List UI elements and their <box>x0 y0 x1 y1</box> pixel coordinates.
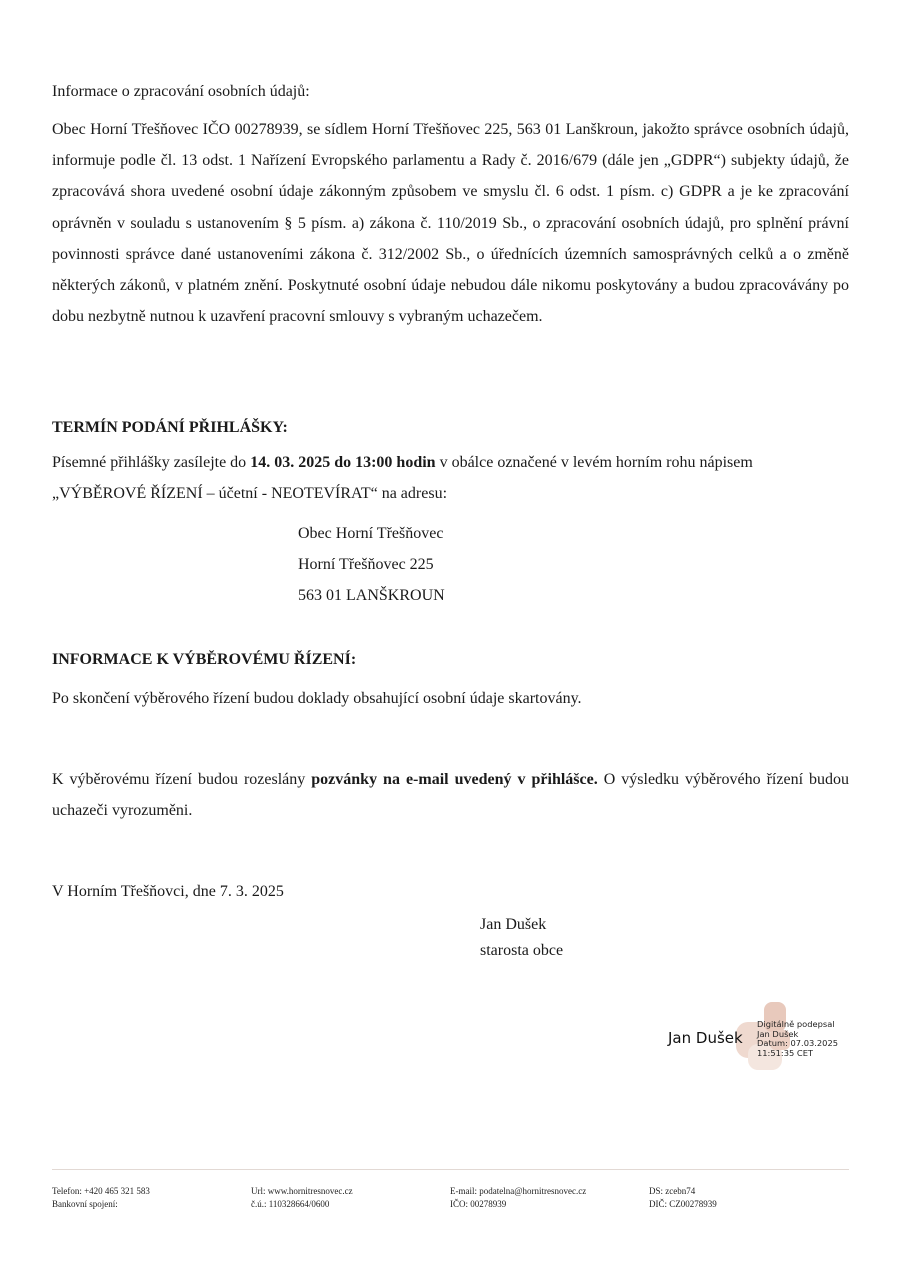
deadline-text-before: Písemné přihlášky zasílejte do <box>52 454 251 471</box>
footer-email: E-mail: podatelna@hornitresnovec.cz <box>450 1186 587 1196</box>
place-and-date: V Horním Třešňovci, dne 7. 3. 2025 <box>52 883 284 900</box>
footer-email-block <box>450 1185 586 1210</box>
selection-info-paragraph-2 <box>52 764 849 826</box>
digital-signature <box>668 996 848 1076</box>
footer-ds: DS: zcebn74 <box>649 1186 696 1196</box>
gdpr-paragraph: Obec Horní Třešňovec IČO 00278939, se sídlem Horní Třešňovec 225, 563 01 Lanškroun, jakožto správce osobních údajů, informuje podle čl. 13 odst. 1 Nařízení Evropského parlamentu a Rady č. 2016/679 (dále jen „GDPR“) subjekty údajů, že zpracovává shora uvedené osobní údaje zákonným způsobem ve smyslu čl. 6 odst. 1 písm. c) GDPR a je ke zpracování oprávněn v souladu s ustanovením § 5 písm. a) zákona č. 110/2019 Sb., o zpracování osobních údajů, pro splnění právní povinnosti správce dané ustanoveními zákona č. 312/2002 Sb., o úřednících územních samosprávných celků a o změně některých zákonů, v platném znění. Poskytnuté osobní údaje nebudou dále nikomu poskytovány a budou zpracovávány po dobu nezbytně nutnou k uzavření pracovní smlouvy s vybraným uchazečem. <box>52 121 849 326</box>
footer-ico: IČO: 00278939 <box>450 1198 507 1209</box>
invitation-text-after: O výsledku výběrového řízení budou uchazeči vyrozuměni. <box>52 771 850 820</box>
mailing-address <box>298 518 445 611</box>
deadline-date: 14. 03. 2025 do 13:00 hodin <box>250 454 436 471</box>
invitation-text-before: K výběrovému řízení budou rozeslány <box>52 771 312 788</box>
invitation-email-note: pozvánky na e-mail uvedený v přihlášce. <box>311 771 598 788</box>
footer-ids <box>649 1185 717 1210</box>
address-line-3: 563 01 LANŠKROUN <box>298 587 445 604</box>
footer-contact <box>52 1185 150 1210</box>
signature-line-1: Digitálně podepsal <box>757 1019 835 1029</box>
signature-line-2: Jan Dušek <box>757 1028 799 1039</box>
signature-name: Jan Dušek <box>668 1029 743 1047</box>
selection-info-heading: INFORMACE K VÝBĚROVÉMU ŘÍZENÍ: <box>52 651 357 668</box>
gdpr-heading: Informace o zpracování osobních údajů: <box>52 83 310 100</box>
deadline-text-after: v obálce označené v levém horním rohu nápisem „VÝBĚROVÉ ŘÍZENÍ – účetní - NEOTEVÍRAT“ na adresu: <box>52 454 753 503</box>
footer-account: č.ú.: 110328664/0600 <box>251 1198 330 1209</box>
footer-web <box>251 1185 353 1210</box>
footer-dic: DIČ: CZ00278939 <box>649 1198 717 1209</box>
footer-bank: Bankovní spojení: <box>52 1198 118 1209</box>
signer-name: Jan Dušek <box>480 916 547 933</box>
deadline-paragraph <box>52 447 849 509</box>
footer-phone: Telefon: +420 465 321 583 <box>52 1186 150 1196</box>
address-line-1: Obec Horní Třešňovec <box>298 525 444 542</box>
address-line-2: Horní Třešňovec 225 <box>298 556 434 573</box>
signature-details <box>757 1020 838 1058</box>
footer-url: Url: www.hornitresnovec.cz <box>251 1186 353 1196</box>
signature-line-4: 11:51:35 CET <box>757 1047 814 1058</box>
signer-block <box>480 912 563 964</box>
signer-title: starosta obce <box>480 942 564 959</box>
deadline-heading: TERMÍN PODÁNÍ PŘIHLÁŠKY: <box>52 419 288 436</box>
signature-line-3: Datum: 07.03.2025 <box>757 1038 839 1049</box>
selection-info-paragraph-1: Po skončení výběrového řízení budou doklady obsahující osobní údaje skartovány. <box>52 690 582 707</box>
footer-divider <box>52 1169 849 1170</box>
